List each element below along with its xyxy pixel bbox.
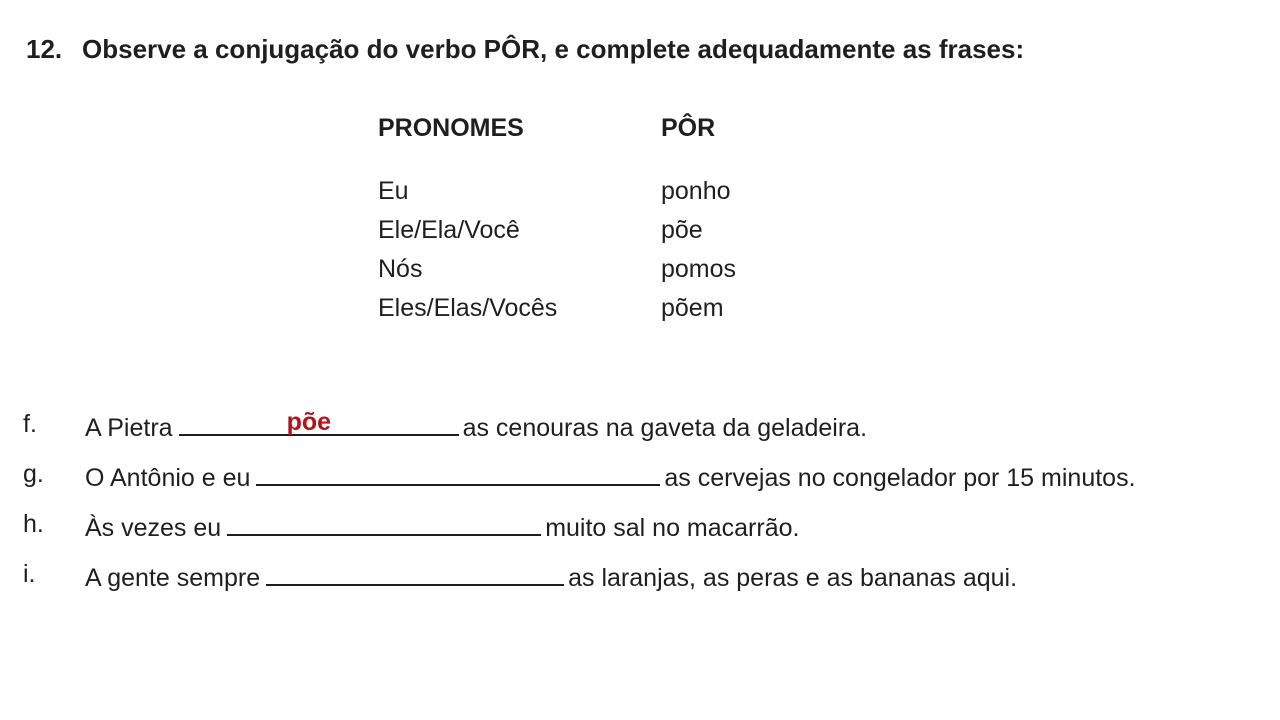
- pronoun-cell: Eu: [378, 177, 409, 205]
- sentence-start: Às vezes eu: [85, 514, 222, 542]
- pronoun-cell: Nós: [378, 255, 423, 283]
- verb-form-cell: ponho: [661, 177, 731, 205]
- sentence-start: A gente sempre: [85, 564, 261, 592]
- conjugation-row: [378, 176, 878, 206]
- answer-blank[interactable]: [227, 510, 541, 536]
- verb-form-cell: põem: [661, 294, 724, 322]
- pronoun-cell: Ele/Ela/Você: [378, 216, 520, 244]
- exercise-letter: f.: [23, 410, 37, 438]
- exercise-item-f: [0, 410, 1280, 446]
- pronoun-cell: Eles/Elas/Vocês: [378, 294, 558, 322]
- sentence-start: O Antônio e eu: [85, 464, 251, 492]
- answer-blank[interactable]: [256, 460, 660, 486]
- sentence-end: as laranjas, as peras e as bananas aqui.: [568, 564, 1018, 592]
- answer-blank[interactable]: [179, 410, 459, 436]
- conjugation-row: [378, 215, 878, 245]
- exercise-letter: g.: [23, 460, 44, 488]
- verb-form-cell: põe: [661, 216, 703, 244]
- exercise-letter: h.: [23, 510, 44, 538]
- exercise-sentence: [85, 410, 867, 443]
- sentence-end: muito sal no macarrão.: [545, 514, 800, 542]
- pronouns-column-header: PRONOMES: [378, 114, 524, 142]
- answer-blank[interactable]: [266, 560, 564, 586]
- exercise-item-i: [0, 560, 1280, 596]
- question-number: 12.: [26, 34, 63, 64]
- exercise-letter: i.: [23, 560, 36, 588]
- sentence-start: A Pietra: [85, 414, 173, 442]
- verb-column-header: PÔR: [661, 114, 716, 142]
- filled-answer: põe: [286, 408, 332, 436]
- verb-form-cell: pomos: [661, 255, 737, 283]
- conjugation-row: [378, 293, 878, 323]
- exercise-item-g: [0, 460, 1280, 496]
- sentence-end: as cenouras na gaveta da geladeira.: [462, 414, 868, 442]
- exercise-sentence: [85, 510, 799, 543]
- exercise-item-h: [0, 510, 1280, 546]
- exercise-sentence: [85, 460, 1136, 493]
- question-text: Observe a conjugação do verbo PÔR, e complete adequadamente as frases:: [82, 34, 1025, 64]
- conjugation-row: [378, 254, 878, 284]
- exercise-sentence: [85, 560, 1017, 593]
- sentence-end: as cervejas no congelador por 15 minutos.: [664, 464, 1136, 492]
- question-title: [26, 34, 1024, 65]
